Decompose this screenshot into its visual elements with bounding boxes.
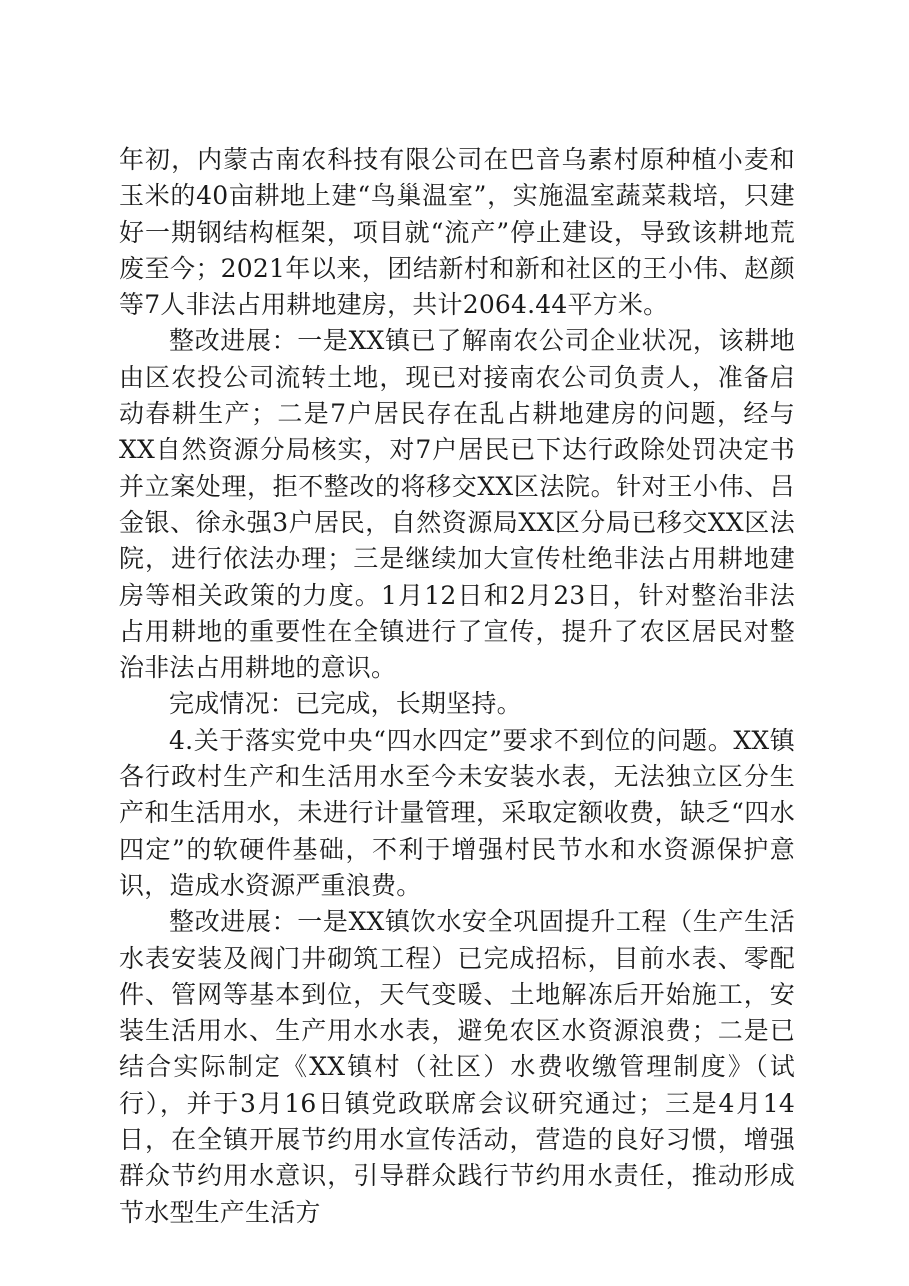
paragraph-continuation: 年初，内蒙古南农科技有限公司在巴音乌素村原种植小麦和玉米的40亩耕地上建“鸟巢温室”，实施温室蔬菜栽培，只建好一期钢结构框架，项目就“流产”停止建设，导致该耕地荒废至今；2021年以来，团结新村和新和社区的王小伟、赵颜等7人非法占用耕地建房，共计2064.44平方米。	[119, 145, 795, 320]
paragraph-rectification-progress-2: 整改进展：一是XX镇饮水安全巩固提升工程（生产生活水表安装及阀门井砌筑工程）已完成招标，目前水表、零配件、管网等基本到位，天气变暖、土地解冻后开始施工，安装生活用水、生产用水水表，避免农区水资源浪费；二是已结合实际制定《XX镇村（社区）水费收缴管理制度》（试行），并于3月16日镇党政联席会议研究通过；三是4月14日，在全镇开展节约用水宣传活动，营造的良好习惯，增强群众节约用水意识，引导群众践行节约用水责任，推动形成节水型生产生活方	[119, 907, 795, 1227]
paragraph-issue-4: 4.关于落实党中央“四水四定”要求不到位的问题。XX镇各行政村生产和生活用水至今未安装水表，无法独立区分生产和生活用水，未进行计量管理，采取定额收费，缺乏“四水四定”的软硬件基础，不利于增强村民节水和水资源保护意识，造成水资源严重浪费。	[119, 725, 795, 900]
paragraph-completion-status: 完成情况：已完成，长期坚持。	[169, 689, 522, 719]
document-body	[119, 142, 795, 1231]
paragraph-rectification-progress-1: 整改进展：一是XX镇已了解南农公司企业状况，该耕地由区农投公司流转土地，现已对接南农公司负责人，准备启动春耕生产；二是7户居民存在乱占耕地建房的问题，经与XX自然资源分局核实，对7户居民已下达行政除处罚决定书并立案处理，拒不整改的将移交XX区法院。针对王小伟、吕金银、徐永强3户居民，自然资源局XX区分局已移交XX区法院，进行依法办理；三是继续加大宣传杜绝非法占用耕地建房等相关政策的力度。1月12日和2月23日，针对整治非法占用耕地的重要性在全镇进行了宣传，提升了农区居民对整治非法占用耕地的意识。	[119, 326, 795, 683]
